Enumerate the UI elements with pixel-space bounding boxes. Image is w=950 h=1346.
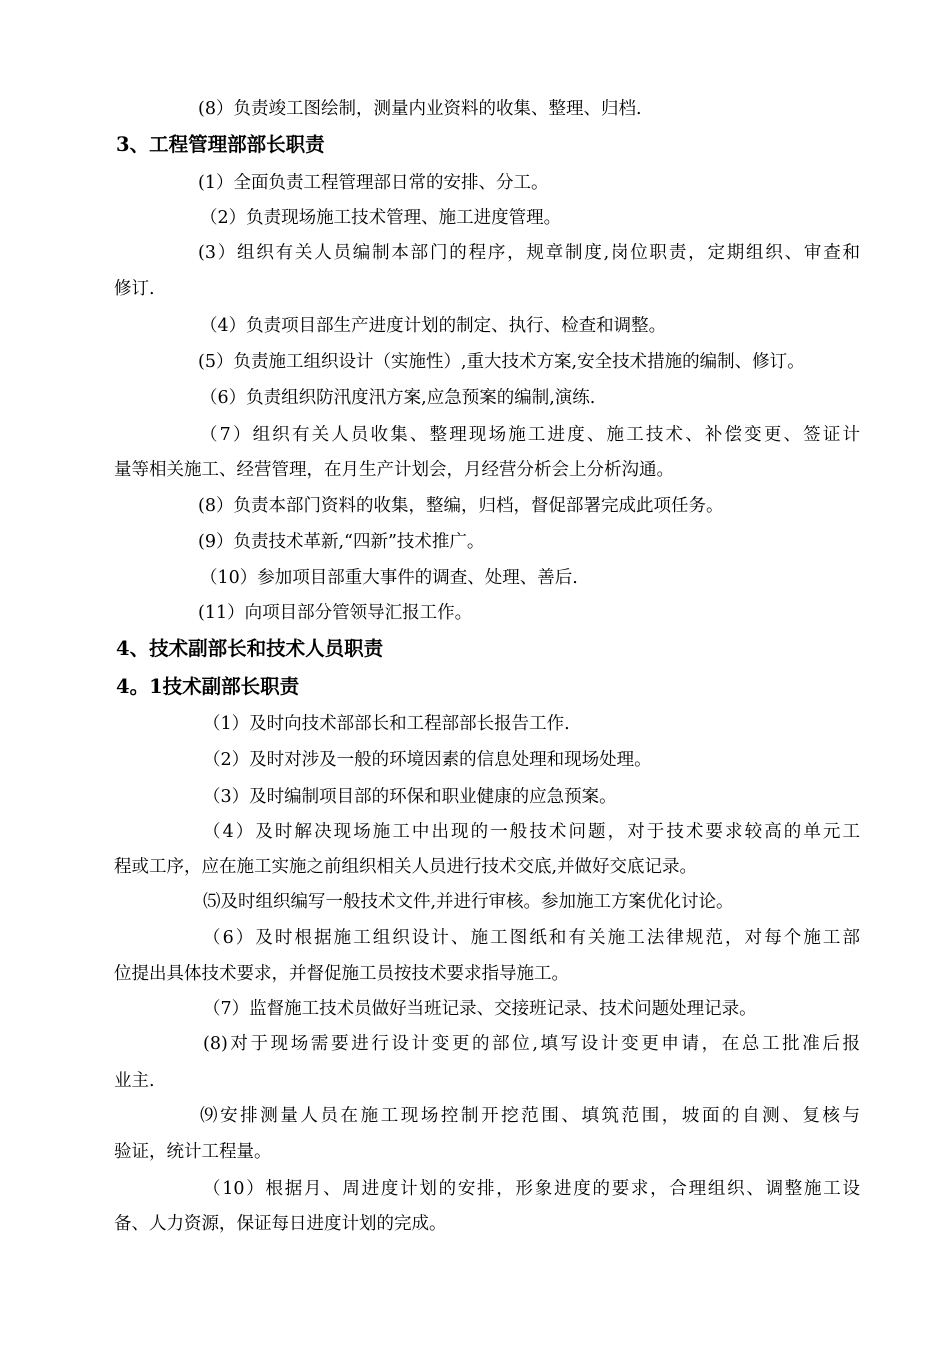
section-heading-4: 4、技术副部长和技术人员职责 <box>116 637 384 660</box>
paragraph-line: (1）全面负责工程管理部日常的安排、分工。 <box>198 173 549 193</box>
paragraph-line: （2）负责现场施工技术管理、施工进度管理。 <box>200 208 562 228</box>
paragraph-line: ⑸及时组织编写一般技术文件,并进行审核。参加施工方案优化讨论。 <box>203 892 734 912</box>
paragraph-line: ⑼安排测量人员在施工现场控制开挖范围、填筑范围，坡面的自测、复核与 <box>200 1106 860 1126</box>
paragraph-line: （6）及时根据施工组织设计、施工图纸和有关施工法律规范，对每个施工部 <box>203 928 860 948</box>
paragraph-line: 修订. <box>114 279 155 299</box>
paragraph-line: （10）根据月、周进度计划的安排，形象进度的要求，合理组织、调整施工设 <box>203 1179 860 1199</box>
paragraph-line: （4）及时解决现场施工中出现的一般技术问题，对于技术要求较高的单元工 <box>203 822 860 842</box>
paragraph-line: (3）组织有关人员编制本部门的程序，规章制度,岗位职责，定期组织、审查和 <box>198 243 860 263</box>
paragraph-line: (8)对于现场需要进行设计变更的部位,填写设计变更申请，在总工批准后报 <box>203 1034 860 1054</box>
paragraph-line: （4）负责项目部生产进度计划的制定、执行、检查和调整。 <box>200 316 667 336</box>
paragraph-line: （10）参加项目部重大事件的调查、处理、善后. <box>200 568 578 588</box>
paragraph-line: 程或工序，应在施工实施之前组织相关人员进行技术交底,并做好交底记录。 <box>114 857 698 877</box>
paragraph-line: 量等相关施工、经营管理，在月生产计划会，月经营分析会上分析沟通。 <box>114 460 674 480</box>
paragraph-line: （3）及时编制项目部的环保和职业健康的应急预案。 <box>203 787 617 807</box>
section-heading-3: 3、工程管理部部长职责 <box>116 133 325 156</box>
paragraph-line: （6）负责组织防汛度汛方案,应急预案的编制,演练. <box>200 388 596 408</box>
paragraph-line: (9）负责技术革新,“四新”技术推广。 <box>198 532 485 552</box>
paragraph-line: 验证，统计工程量。 <box>114 1142 272 1162</box>
paragraph-line: （7）监督施工技术员做好当班记录、交接班记录、技术问题处理记录。 <box>203 999 757 1019</box>
paragraph-line: (8）负责竣工图绘制，测量内业资料的收集、整理、归档. <box>198 99 642 119</box>
paragraph-line: 业主. <box>114 1071 155 1091</box>
paragraph-line: 备、人力资源，保证每日进度计划的完成。 <box>114 1214 447 1234</box>
subsection-heading-4-1: 4。1技术副部长职责 <box>116 675 300 698</box>
paragraph-line: (8）负责本部门资料的收集，整编，归档，督促部署完成此项任务。 <box>198 496 724 516</box>
paragraph-line: (11）向项目部分管领导汇报工作。 <box>198 603 473 623</box>
paragraph-line: （1）及时向技术部部长和工程部部长报告工作. <box>203 714 570 734</box>
paragraph-line: 位提出具体技术要求，并督促施工员按技术要求指导施工。 <box>114 964 569 984</box>
paragraph-line: (5）负责施工组织设计（实施性）,重大技术方案,安全技术措施的编制、修订。 <box>198 352 805 372</box>
paragraph-line: （2）及时对涉及一般的环境因素的信息处理和现场处理。 <box>203 750 652 770</box>
paragraph-line: （7）组织有关人员收集、整理现场施工进度、施工技术、补偿变更、签证计 <box>200 425 860 445</box>
